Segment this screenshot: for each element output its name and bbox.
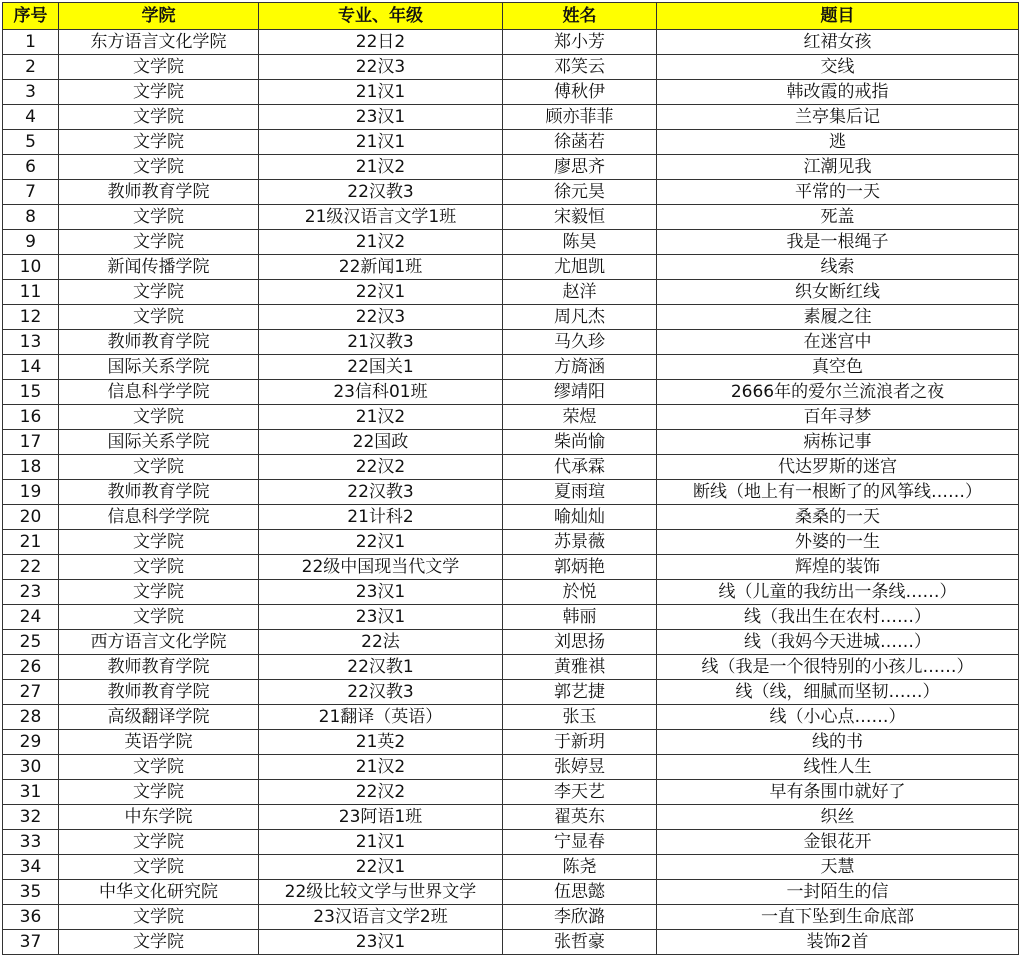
cell-name: 马久珍 bbox=[503, 330, 657, 355]
cell-name: 张婷昱 bbox=[503, 755, 657, 780]
table-row bbox=[3, 605, 1019, 630]
cell-index: 36 bbox=[3, 905, 59, 930]
cell-title: 线（我出生在农村……） bbox=[657, 605, 1019, 630]
cell-major-grade: 22汉1 bbox=[259, 280, 503, 305]
cell-index: 23 bbox=[3, 580, 59, 605]
table-row bbox=[3, 805, 1019, 830]
cell-index: 6 bbox=[3, 155, 59, 180]
cell-title: 线索 bbox=[657, 255, 1019, 280]
cell-title: 桑桑的一天 bbox=[657, 505, 1019, 530]
cell-college: 文学院 bbox=[59, 280, 259, 305]
cell-title: 韩改霞的戒指 bbox=[657, 80, 1019, 105]
cell-college: 文学院 bbox=[59, 130, 259, 155]
cell-name: 于新玥 bbox=[503, 730, 657, 755]
cell-major-grade: 21汉1 bbox=[259, 830, 503, 855]
table-row bbox=[3, 430, 1019, 455]
cell-college: 教师教育学院 bbox=[59, 680, 259, 705]
table-row bbox=[3, 280, 1019, 305]
cell-title: 我是一根绳子 bbox=[657, 230, 1019, 255]
cell-index: 37 bbox=[3, 930, 59, 955]
cell-title: 真空色 bbox=[657, 355, 1019, 380]
header-row bbox=[3, 3, 1019, 30]
cell-major-grade: 23信科01班 bbox=[259, 380, 503, 405]
cell-major-grade: 22汉3 bbox=[259, 305, 503, 330]
cell-title: 辉煌的装饰 bbox=[657, 555, 1019, 580]
table-row bbox=[3, 380, 1019, 405]
cell-title: 逃 bbox=[657, 130, 1019, 155]
cell-major-grade: 22国政 bbox=[259, 430, 503, 455]
cell-title: 线的书 bbox=[657, 730, 1019, 755]
table-row bbox=[3, 155, 1019, 180]
cell-name: 陈尧 bbox=[503, 855, 657, 880]
cell-title: 素履之往 bbox=[657, 305, 1019, 330]
cell-college: 文学院 bbox=[59, 405, 259, 430]
table-row bbox=[3, 205, 1019, 230]
cell-index: 7 bbox=[3, 180, 59, 205]
cell-title: 线（我妈今天进城……） bbox=[657, 630, 1019, 655]
cell-major-grade: 22汉教3 bbox=[259, 180, 503, 205]
cell-name: 赵洋 bbox=[503, 280, 657, 305]
cell-name: 於悦 bbox=[503, 580, 657, 605]
cell-major-grade: 22级比较文学与世界文学 bbox=[259, 880, 503, 905]
cell-major-grade: 21级汉语言文学1班 bbox=[259, 205, 503, 230]
cell-college: 文学院 bbox=[59, 305, 259, 330]
cell-college: 文学院 bbox=[59, 530, 259, 555]
cell-college: 信息科学学院 bbox=[59, 505, 259, 530]
cell-name: 李天艺 bbox=[503, 780, 657, 805]
cell-name: 柴尚愉 bbox=[503, 430, 657, 455]
cell-name: 廖思齐 bbox=[503, 155, 657, 180]
cell-name: 郑小芳 bbox=[503, 30, 657, 55]
cell-college: 东方语言文化学院 bbox=[59, 30, 259, 55]
cell-major-grade: 23汉语言文学2班 bbox=[259, 905, 503, 930]
cell-index: 2 bbox=[3, 55, 59, 80]
cell-college: 国际关系学院 bbox=[59, 355, 259, 380]
cell-index: 19 bbox=[3, 480, 59, 505]
cell-college: 文学院 bbox=[59, 830, 259, 855]
table-row bbox=[3, 355, 1019, 380]
cell-major-grade: 23汉1 bbox=[259, 580, 503, 605]
cell-name: 宋毅恒 bbox=[503, 205, 657, 230]
cell-major-grade: 23汉1 bbox=[259, 105, 503, 130]
cell-index: 26 bbox=[3, 655, 59, 680]
table-row bbox=[3, 80, 1019, 105]
cell-index: 33 bbox=[3, 830, 59, 855]
cell-name: 郭艺捷 bbox=[503, 680, 657, 705]
table-row bbox=[3, 505, 1019, 530]
table-row bbox=[3, 405, 1019, 430]
cell-title: 外婆的一生 bbox=[657, 530, 1019, 555]
cell-major-grade: 21汉1 bbox=[259, 130, 503, 155]
cell-college: 文学院 bbox=[59, 455, 259, 480]
cell-title: 百年寻梦 bbox=[657, 405, 1019, 430]
cell-name: 李欣潞 bbox=[503, 905, 657, 930]
cell-college: 文学院 bbox=[59, 855, 259, 880]
cell-title: 在迷宫中 bbox=[657, 330, 1019, 355]
cell-name: 夏雨瑄 bbox=[503, 480, 657, 505]
cell-name: 傅秋伊 bbox=[503, 80, 657, 105]
table-row bbox=[3, 580, 1019, 605]
cell-index: 4 bbox=[3, 105, 59, 130]
cell-college: 文学院 bbox=[59, 780, 259, 805]
cell-title: 线（线，细腻而坚韧……） bbox=[657, 680, 1019, 705]
cell-title: 平常的一天 bbox=[657, 180, 1019, 205]
cell-index: 12 bbox=[3, 305, 59, 330]
cell-major-grade: 23阿语1班 bbox=[259, 805, 503, 830]
cell-index: 10 bbox=[3, 255, 59, 280]
cell-college: 文学院 bbox=[59, 930, 259, 955]
header-college: 学院 bbox=[59, 3, 259, 30]
cell-college: 文学院 bbox=[59, 605, 259, 630]
table-row bbox=[3, 330, 1019, 355]
table-row bbox=[3, 105, 1019, 130]
cell-name: 宁显春 bbox=[503, 830, 657, 855]
cell-major-grade: 22汉教1 bbox=[259, 655, 503, 680]
cell-major-grade: 22汉2 bbox=[259, 455, 503, 480]
cell-college: 教师教育学院 bbox=[59, 655, 259, 680]
cell-index: 25 bbox=[3, 630, 59, 655]
cell-index: 27 bbox=[3, 680, 59, 705]
cell-name: 顾亦菲菲 bbox=[503, 105, 657, 130]
cell-name: 苏景薇 bbox=[503, 530, 657, 555]
cell-major-grade: 22国关1 bbox=[259, 355, 503, 380]
cell-major-grade: 22日2 bbox=[259, 30, 503, 55]
cell-title: 线性人生 bbox=[657, 755, 1019, 780]
table-row bbox=[3, 830, 1019, 855]
cell-name: 徐菡若 bbox=[503, 130, 657, 155]
cell-college: 教师教育学院 bbox=[59, 180, 259, 205]
cell-major-grade: 21汉2 bbox=[259, 755, 503, 780]
cell-index: 3 bbox=[3, 80, 59, 105]
table-row bbox=[3, 480, 1019, 505]
header-major-grade: 专业、年级 bbox=[259, 3, 503, 30]
table-row bbox=[3, 655, 1019, 680]
table-row bbox=[3, 780, 1019, 805]
table-row bbox=[3, 855, 1019, 880]
cell-name: 邓笑云 bbox=[503, 55, 657, 80]
cell-college: 中华文化研究院 bbox=[59, 880, 259, 905]
cell-title: 线（我是一个很特别的小孩儿……） bbox=[657, 655, 1019, 680]
table-row bbox=[3, 455, 1019, 480]
cell-title: 金银花开 bbox=[657, 830, 1019, 855]
table-row bbox=[3, 180, 1019, 205]
cell-college: 文学院 bbox=[59, 905, 259, 930]
cell-name: 喻灿灿 bbox=[503, 505, 657, 530]
header-name: 姓名 bbox=[503, 3, 657, 30]
table-row bbox=[3, 55, 1019, 80]
cell-name: 黄雅祺 bbox=[503, 655, 657, 680]
cell-title: 2666年的爱尔兰流浪者之夜 bbox=[657, 380, 1019, 405]
cell-title: 早有条围巾就好了 bbox=[657, 780, 1019, 805]
cell-index: 30 bbox=[3, 755, 59, 780]
cell-index: 16 bbox=[3, 405, 59, 430]
cell-index: 32 bbox=[3, 805, 59, 830]
table-row bbox=[3, 305, 1019, 330]
cell-college: 文学院 bbox=[59, 555, 259, 580]
cell-major-grade: 21汉2 bbox=[259, 230, 503, 255]
cell-name: 徐元昊 bbox=[503, 180, 657, 205]
cell-major-grade: 23汉1 bbox=[259, 605, 503, 630]
cell-title: 装饰2首 bbox=[657, 930, 1019, 955]
cell-major-grade: 21翻译（英语） bbox=[259, 705, 503, 730]
cell-major-grade: 22汉教3 bbox=[259, 680, 503, 705]
header-index: 序号 bbox=[3, 3, 59, 30]
cell-title: 织女断红线 bbox=[657, 280, 1019, 305]
cell-name: 周凡杰 bbox=[503, 305, 657, 330]
cell-name: 张哲豪 bbox=[503, 930, 657, 955]
cell-college: 国际关系学院 bbox=[59, 430, 259, 455]
cell-index: 24 bbox=[3, 605, 59, 630]
cell-college: 高级翻译学院 bbox=[59, 705, 259, 730]
cell-name: 陈昊 bbox=[503, 230, 657, 255]
cell-college: 文学院 bbox=[59, 205, 259, 230]
cell-name: 刘思扬 bbox=[503, 630, 657, 655]
cell-index: 11 bbox=[3, 280, 59, 305]
cell-title: 死盖 bbox=[657, 205, 1019, 230]
cell-name: 缪靖阳 bbox=[503, 380, 657, 405]
cell-college: 中东学院 bbox=[59, 805, 259, 830]
cell-name: 翟英东 bbox=[503, 805, 657, 830]
cell-major-grade: 21汉2 bbox=[259, 155, 503, 180]
cell-index: 28 bbox=[3, 705, 59, 730]
cell-college: 信息科学学院 bbox=[59, 380, 259, 405]
cell-college: 文学院 bbox=[59, 755, 259, 780]
cell-title: 红裙女孩 bbox=[657, 30, 1019, 55]
cell-index: 21 bbox=[3, 530, 59, 555]
cell-college: 教师教育学院 bbox=[59, 330, 259, 355]
cell-college: 文学院 bbox=[59, 230, 259, 255]
cell-major-grade: 22汉3 bbox=[259, 55, 503, 80]
cell-major-grade: 21汉2 bbox=[259, 405, 503, 430]
cell-major-grade: 21英2 bbox=[259, 730, 503, 755]
table-row bbox=[3, 555, 1019, 580]
cell-index: 15 bbox=[3, 380, 59, 405]
cell-college: 西方语言文化学院 bbox=[59, 630, 259, 655]
cell-major-grade: 22汉1 bbox=[259, 530, 503, 555]
cell-college: 教师教育学院 bbox=[59, 480, 259, 505]
header-title: 题目 bbox=[657, 3, 1019, 30]
table-row bbox=[3, 130, 1019, 155]
table-header bbox=[3, 3, 1019, 30]
table-row bbox=[3, 905, 1019, 930]
cell-title: 代达罗斯的迷宫 bbox=[657, 455, 1019, 480]
cell-major-grade: 21汉1 bbox=[259, 80, 503, 105]
cell-name: 代承霖 bbox=[503, 455, 657, 480]
cell-name: 方旖涵 bbox=[503, 355, 657, 380]
cell-major-grade: 22汉1 bbox=[259, 855, 503, 880]
cell-title: 织丝 bbox=[657, 805, 1019, 830]
table-row bbox=[3, 755, 1019, 780]
cell-name: 张玉 bbox=[503, 705, 657, 730]
cell-major-grade: 21汉教3 bbox=[259, 330, 503, 355]
cell-index: 1 bbox=[3, 30, 59, 55]
table-row bbox=[3, 880, 1019, 905]
cell-index: 9 bbox=[3, 230, 59, 255]
table-row bbox=[3, 530, 1019, 555]
cell-index: 34 bbox=[3, 855, 59, 880]
cell-major-grade: 21计科2 bbox=[259, 505, 503, 530]
cell-index: 18 bbox=[3, 455, 59, 480]
cell-title: 交线 bbox=[657, 55, 1019, 80]
cell-name: 荣煜 bbox=[503, 405, 657, 430]
table-row bbox=[3, 30, 1019, 55]
cell-title: 断线（地上有一根断了的风筝线……） bbox=[657, 480, 1019, 505]
cell-college: 文学院 bbox=[59, 155, 259, 180]
cell-index: 14 bbox=[3, 355, 59, 380]
cell-college: 文学院 bbox=[59, 55, 259, 80]
cell-college: 文学院 bbox=[59, 80, 259, 105]
cell-index: 29 bbox=[3, 730, 59, 755]
cell-college: 文学院 bbox=[59, 105, 259, 130]
table-row bbox=[3, 705, 1019, 730]
cell-index: 35 bbox=[3, 880, 59, 905]
cell-title: 江潮见我 bbox=[657, 155, 1019, 180]
cell-index: 17 bbox=[3, 430, 59, 455]
cell-index: 13 bbox=[3, 330, 59, 355]
cell-college: 文学院 bbox=[59, 580, 259, 605]
cell-title: 兰亭集后记 bbox=[657, 105, 1019, 130]
cell-name: 韩丽 bbox=[503, 605, 657, 630]
table-row bbox=[3, 680, 1019, 705]
cell-college: 英语学院 bbox=[59, 730, 259, 755]
cell-title: 一封陌生的信 bbox=[657, 880, 1019, 905]
cell-index: 5 bbox=[3, 130, 59, 155]
cell-index: 31 bbox=[3, 780, 59, 805]
cell-title: 一直下坠到生命底部 bbox=[657, 905, 1019, 930]
cell-major-grade: 22新闻1班 bbox=[259, 255, 503, 280]
table-row bbox=[3, 930, 1019, 955]
cell-name: 伍思懿 bbox=[503, 880, 657, 905]
cell-index: 8 bbox=[3, 205, 59, 230]
submissions-table bbox=[2, 2, 1019, 955]
cell-major-grade: 22汉教3 bbox=[259, 480, 503, 505]
cell-index: 22 bbox=[3, 555, 59, 580]
cell-title: 线（小心点……） bbox=[657, 705, 1019, 730]
cell-name: 郭炳艳 bbox=[503, 555, 657, 580]
cell-title: 天慧 bbox=[657, 855, 1019, 880]
cell-major-grade: 22级中国现当代文学 bbox=[259, 555, 503, 580]
cell-name: 尤旭凯 bbox=[503, 255, 657, 280]
table-row bbox=[3, 630, 1019, 655]
cell-major-grade: 22法 bbox=[259, 630, 503, 655]
table-row bbox=[3, 255, 1019, 280]
cell-index: 20 bbox=[3, 505, 59, 530]
table-row bbox=[3, 230, 1019, 255]
table-body bbox=[3, 30, 1019, 955]
cell-college: 新闻传播学院 bbox=[59, 255, 259, 280]
table-row bbox=[3, 730, 1019, 755]
cell-major-grade: 22汉2 bbox=[259, 780, 503, 805]
cell-title: 线（儿童的我纺出一条线……） bbox=[657, 580, 1019, 605]
cell-title: 病栋记事 bbox=[657, 430, 1019, 455]
cell-major-grade: 23汉1 bbox=[259, 930, 503, 955]
